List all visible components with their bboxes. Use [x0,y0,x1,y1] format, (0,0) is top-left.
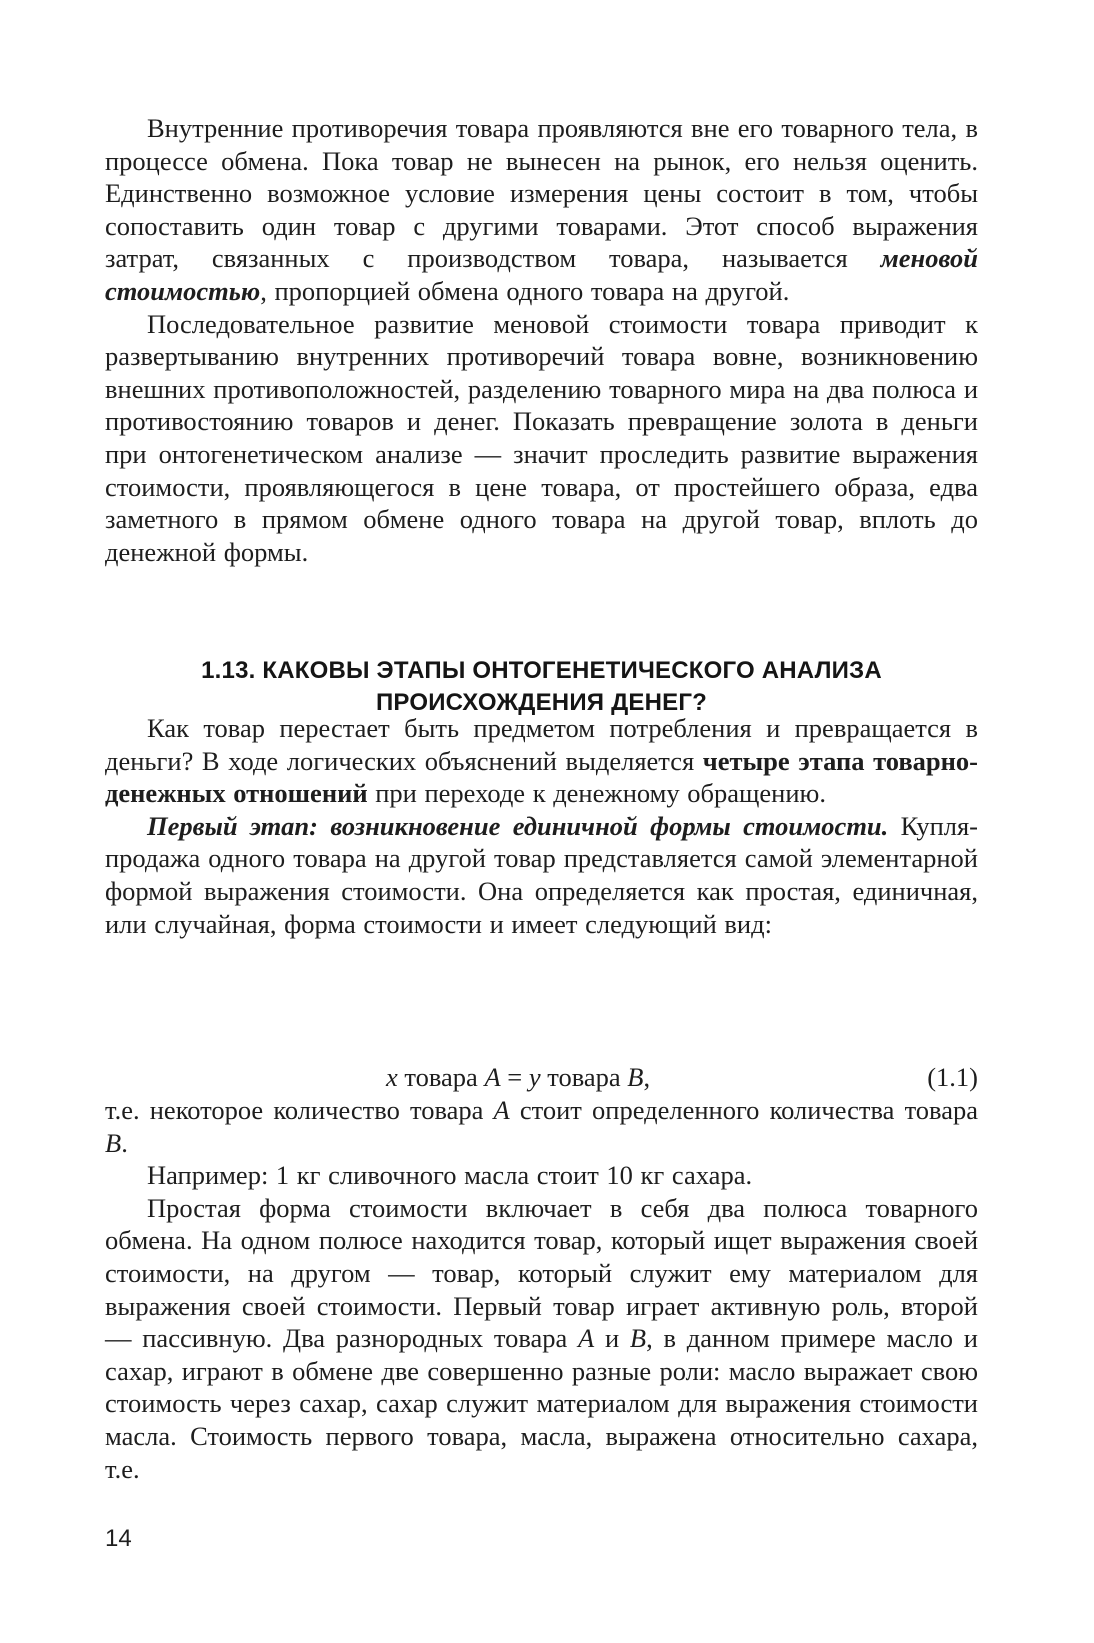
paragraph-7: Простая форма стоимости включает в себя два полюса товарного обмена. На одном полюсе находится товар, который ищет выражения своей стоимости, на другом — товар, который служит ему материалом для выражения своей стоимости. Первый товар играет активную роль, второй — пассивную. Два разнородных товара A и B, в данном примере масло и сахар, играют в обмене две совершенно разные роли: масло выражает свою стоимость через сахар, сахар служит материалом для выражения стоимости масла. Стоимость первого товара, масла, выражена относительно сахара, т.е. [105,1192,978,1484]
formula-1-1 [105,1061,978,1094]
heading-line-2: ПРОИСХОЖДЕНИЯ ДЕНЕГ? [375,689,708,716]
bold-phrase: четыре этапа товарно-денежных отношений [105,745,979,809]
term-exchange-value: меновой стоимостью [105,243,978,306]
paragraph-3: Как товар перестает быть предметом потребления и превращается в деньги? В ходе логических объяснений выделяется четыре этапа товарно-денежных отношений при переходе к денежному обращению. [105,713,979,809]
paragraph-4: Первый этап: возникновение единичной формы стоимости. Купля-продажа одного товара на другой товар представляется самой элементарной формой выражения стоимости. Она определяется как простая, единичная, или случайная, форма стоимости и имеет следующий вид: [105,810,979,939]
page-number: 14 [105,1525,132,1552]
stage-one-lead: Первый этап: возникновение единичной формы стоимости. [147,810,889,841]
formula-number: (1.1) [927,1062,978,1092]
text-block-middle [105,712,978,940]
heading-line-1: 1.13. КАКОВЫ ЭТАПЫ ОНТОГЕНЕТИЧЕСКОГО АНАЛИЗА [201,657,882,684]
paragraph-5: т.е. некоторое количество товара A стоит определенного количества товара B. [105,1095,978,1158]
section-heading [105,655,978,719]
paragraph-1: Внутренние противоречия товара проявляются вне его товарного тела, в процессе обмена. Пока товар не вынесен на рынок, его нельзя оценить. Единственно возможное условие измерения цены состоит в том, чтобы сопоставить один товар с другими товарами. Этот способ выражения затрат, связанных с производством товара, называется меновой стоимостью, пропорцией обмена одного товара на другой. [105,113,978,306]
text-block-bottom [105,1094,978,1485]
paragraph-2: Последовательное развитие меновой стоимости товара приводит к развертыванию внутренних противоречий товара вовне, возникновению внешних противоположностей, разделению товарного мира на два полюса и противостоянию товаров и денег. Показать превращение золота в деньги при онтогенетическом анализе — значит проследить развитие выражения стоимости, проявляющегося в цене товара, от простейшего образа, едва заметного в прямом обмене одного товара на другой товар, вплоть до денежной формы. [105,308,978,567]
text-block-top [105,112,978,568]
paragraph-6: Например: 1 кг сливочного масла стоит 10 кг сахара. [147,1160,753,1191]
formula-expression: x товара A = y товара B, [386,1062,651,1092]
